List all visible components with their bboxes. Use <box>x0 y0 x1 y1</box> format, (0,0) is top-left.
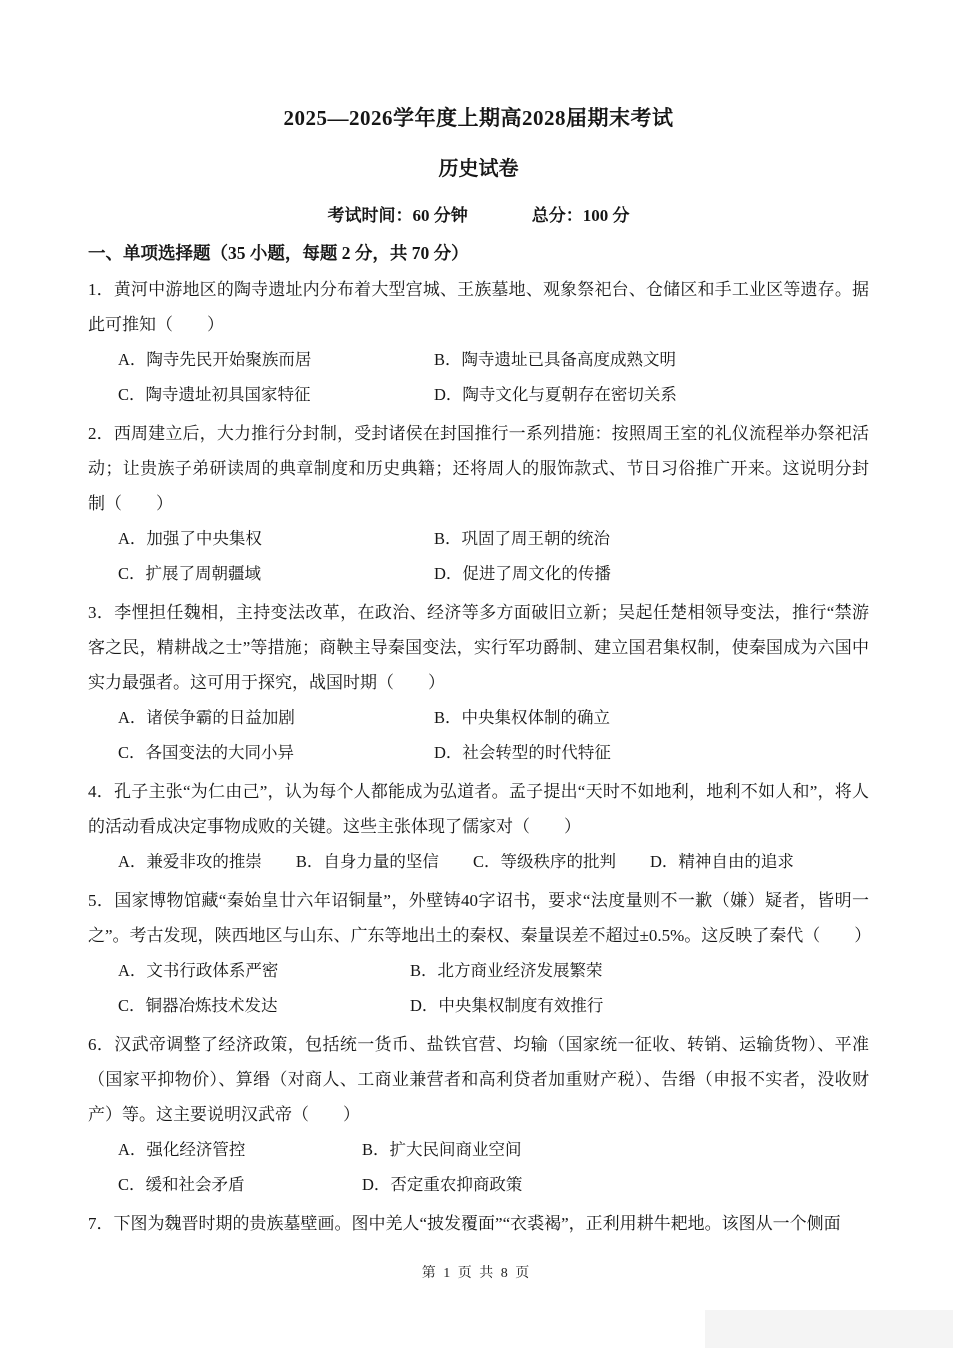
question-4 <box>88 774 869 879</box>
option-row <box>118 700 869 735</box>
question-6-option-b: B．扩大民间商业空间 <box>362 1140 522 1159</box>
question-6-option-d: D．否定重农抑商政策 <box>362 1175 523 1194</box>
exam-meta <box>88 201 869 226</box>
corner-watermark-box <box>705 1310 953 1348</box>
page-footer: 第 1 页 共 8 页 <box>421 1266 532 1281</box>
question-3-option-a: A．诸侯争霸的日益加剧 <box>118 708 295 727</box>
exam-total-score: 总分：100 分 <box>531 206 630 225</box>
question-3-option-d: D．社会转型的时代特征 <box>434 743 611 762</box>
exam-title: 2025—2026学年度上期高2028届期末考试 <box>283 106 674 130</box>
question-4-option-c: C．等级秩序的批判 <box>472 852 616 871</box>
option-row <box>118 1167 869 1202</box>
question-6-stem: 6．汉武帝调整了经济政策，包括统一货币、盐铁官营、均输（国家统一征收、转销、运输货物）、平准（国家平抑物价）、算缗（对商人、工商业兼营者和高利贷者加重财产税）、告缗（申报不实者，没收财产）等。这主要说明汉武帝（ ） <box>88 1035 869 1124</box>
option-row <box>118 521 869 556</box>
question-1-option-a: A．陶寺先民开始聚族而居 <box>118 350 312 369</box>
question-5-option-d: D．中央集权制度有效推行 <box>410 996 604 1015</box>
question-5 <box>88 883 872 1023</box>
question-4-option-b: B．自身力量的坚信 <box>295 852 439 871</box>
question-5-options <box>88 953 869 1023</box>
question-6-options <box>88 1132 869 1202</box>
question-5-option-b: B．北方商业经济发展繁荣 <box>410 961 603 980</box>
question-4-option-a: A．兼爱非攻的推崇 <box>118 852 262 871</box>
question-1-option-c: C．陶寺遗址初具国家特征 <box>118 385 311 404</box>
exam-time: 考试时间：60 分钟 <box>327 206 468 225</box>
option-row <box>118 1132 869 1167</box>
option-row <box>118 556 869 591</box>
question-6-option-c: C．缓和社会矛盾 <box>118 1175 245 1194</box>
option-row <box>118 342 869 377</box>
question-3 <box>88 595 869 770</box>
question-3-option-b: B．中央集权体制的确立 <box>434 708 611 727</box>
question-7 <box>88 1206 869 1241</box>
question-2-option-d: D．促进了周文化的传播 <box>434 564 611 583</box>
question-4-option-d: D．精神自由的追求 <box>649 852 794 871</box>
question-4-options <box>88 844 869 879</box>
section-heading: 一、单项选择题（35 小题，每题 2 分，共 70 分） <box>88 243 469 263</box>
question-6-option-a: A．强化经济管控 <box>118 1140 246 1159</box>
question-1-options <box>88 342 869 412</box>
question-2-option-b: B．巩固了周王朝的统治 <box>434 529 611 548</box>
question-1-option-d: D．陶寺文化与夏朝存在密切关系 <box>434 385 677 404</box>
question-4-stem: 4．孔子主张“为仁由己”，认为每个人都能成为弘道者。孟子提出“天时不如地利，地利不如人和”，将人的活动看成决定事物成败的关键。这些主张体现了儒家对（ ） <box>88 782 869 836</box>
question-5-option-a: A．文书行政体系严密 <box>118 961 279 980</box>
question-2-option-c: C．扩展了周朝疆域 <box>118 564 262 583</box>
question-2-stem: 2．西周建立后，大力推行分封制，受封诸侯在封国推行一系列措施：按照周王室的礼仪流程举办祭祀活动；让贵族子弟研读周的典章制度和历史典籍；还将周人的服饰款式、节日习俗推广开来。这说明分封制（ ） <box>88 424 869 513</box>
question-5-stem: 5．国家博物馆藏“秦始皇廿六年诏铜量”，外壁铸40字诏书，要求“法度量则不一歉（嫌）疑者，皆明一之”。考古发现，陕西地区与山东、广东等地出土的秦权、秦量误差不超过±0.5%。这反映了秦代（ ） <box>88 891 872 945</box>
question-2-option-a: A．加强了中央集权 <box>118 529 262 548</box>
question-1 <box>88 272 869 412</box>
question-3-stem: 3．李悝担任魏相，主持变法改革，在政治、经济等多方面破旧立新；吴起任楚相领导变法，推行“禁游客之民，精耕战之士”等措施；商鞅主导秦国变法，实行军功爵制、建立国君集权制，使秦国成为六国中实力最强者。这可用于探究，战国时期（ ） <box>88 603 869 692</box>
option-row <box>118 377 869 412</box>
question-1-stem: 1．黄河中游地区的陶寺遗址内分布着大型宫城、王族墓地、观象祭祀台、仓储区和手工业区等遗存。据此可推知（ ） <box>88 280 869 334</box>
question-3-option-c: C．各国变法的大同小异 <box>118 743 295 762</box>
option-row <box>118 735 869 770</box>
option-row <box>118 988 869 1023</box>
question-3-options <box>88 700 869 770</box>
exam-subtitle: 历史试卷 <box>438 158 519 180</box>
question-6 <box>88 1027 869 1202</box>
question-7-stem: 7．下图为魏晋时期的贵族墓壁画。图中羌人“披发覆面”“衣裘褐”，正利用耕牛耙地。该图从一个侧面 <box>88 1214 841 1233</box>
question-2-options <box>88 521 869 591</box>
question-1-option-b: B．陶寺遗址已具备高度成熟文明 <box>434 350 677 369</box>
option-row <box>118 953 869 988</box>
question-5-option-c: C．铜器冶炼技术发达 <box>118 996 278 1015</box>
question-2 <box>88 416 869 591</box>
